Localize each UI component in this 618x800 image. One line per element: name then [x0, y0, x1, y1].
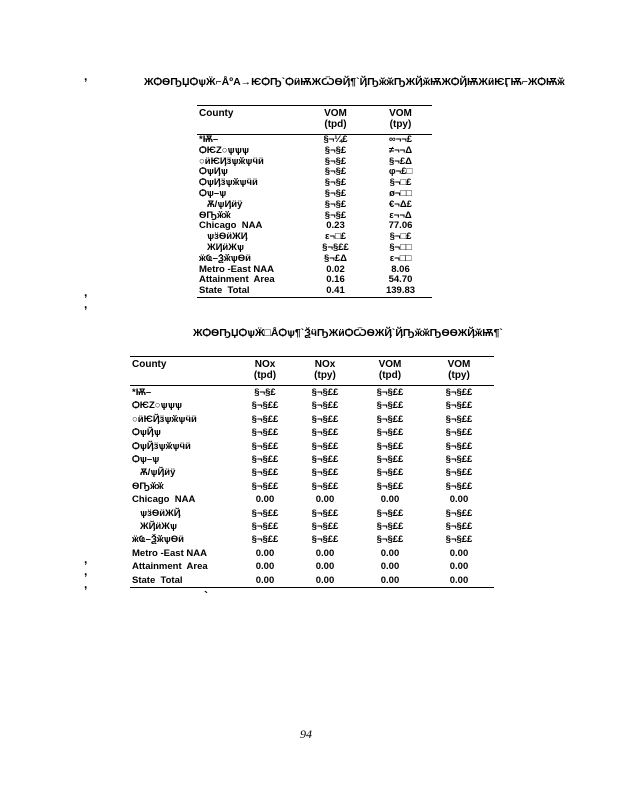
- table1-cell-value: §¬□£: [389, 232, 412, 243]
- table2-cell-value: 0.00: [255, 547, 275, 559]
- table2-cell-value: §¬§££: [251, 467, 279, 479]
- table2-cell-value: §¬§££: [376, 413, 404, 425]
- table1-cell-value: §¬§£: [324, 167, 347, 178]
- table-row: [197, 167, 432, 178]
- table2-row-label: ЖҊӥЖѱ: [140, 521, 177, 533]
- table1-row-label: ѺѱҊѱ: [199, 167, 228, 178]
- table-row: [197, 275, 432, 286]
- table1-cell-value: 8.06: [391, 264, 410, 275]
- table2-cell-value: §¬§££: [376, 427, 404, 439]
- table-row: [197, 211, 432, 222]
- table-row: [197, 265, 432, 276]
- table1-row-label: ѱӟѲӥЖҊ: [207, 232, 248, 243]
- table2-cell-value: §¬§££: [376, 480, 404, 492]
- table2-cell-value: §¬§££: [445, 454, 473, 466]
- table1-cell-value: 139.83: [385, 286, 416, 297]
- table-row: [197, 286, 432, 297]
- table2-cell-value: §¬§££: [251, 521, 279, 533]
- table1-row-label: Ѻѱ–ѱ: [199, 188, 227, 199]
- table1-cell-value: €¬Δ£: [389, 199, 412, 210]
- table2-row-label: ѺѱҊӟѱӂѱӵӥ: [132, 440, 191, 452]
- table2-cell-value: §¬§££: [251, 400, 279, 412]
- table-row: [197, 146, 432, 157]
- page-number: 94: [300, 727, 312, 741]
- margin-tick: ,: [84, 285, 88, 299]
- table1-cell-value: §¬§£: [324, 199, 347, 210]
- table2-cell-value: §¬§££: [251, 534, 279, 546]
- margin-tick: ,: [84, 69, 88, 83]
- table1-cell-value: §¬§£: [324, 156, 347, 167]
- table2-row-label: ѺѱҊѱ: [132, 427, 161, 439]
- table2-cell-value: §¬§££: [251, 427, 279, 439]
- table1-row-label: ѺѤZ○ѱѱѱ: [199, 145, 250, 156]
- table2-cell-value: §¬§££: [376, 467, 404, 479]
- table1-col-header: [369, 106, 432, 135]
- table2-cell-value: §¬§££: [376, 521, 404, 533]
- table2-row-label: Attainment Area: [132, 561, 208, 573]
- table2-cell-value: §¬§££: [251, 507, 279, 519]
- table1-col-header-line1: VOM: [324, 108, 347, 119]
- table-row: [130, 507, 494, 520]
- table2-cell-value: 0.00: [449, 547, 469, 559]
- table2-col-header: [130, 357, 236, 386]
- table-row: [197, 243, 432, 254]
- table1-cell-value: ε¬□£: [324, 232, 347, 243]
- table2-row-label: ѲҦӂӂ: [132, 480, 164, 492]
- table1-header-row: [197, 106, 432, 135]
- table1-row-label: Ѫ/ѱҊӥӱ: [207, 199, 243, 210]
- table2-cell-value: §¬§££: [445, 413, 473, 425]
- table2-cell-value: §¬§££: [445, 480, 473, 492]
- table2-row-label: ӝҨ–ѮӂѱѲӥ: [132, 534, 184, 546]
- table2-cell-value: 0.00: [449, 494, 469, 506]
- table1-cell-value: §¬§£: [324, 188, 347, 199]
- table-row: [197, 135, 432, 146]
- table2-cell-value: §¬§££: [311, 454, 339, 466]
- table-row: [130, 560, 494, 573]
- table-row: [197, 232, 432, 243]
- table-row: [130, 574, 494, 588]
- table2-cell-value: §¬§££: [251, 454, 279, 466]
- table1-col-header-line2: (tpd): [324, 119, 347, 130]
- table-row: [130, 520, 494, 533]
- table2-cell-value: 0.00: [380, 494, 400, 506]
- table2-cell-value: 0.00: [315, 574, 335, 586]
- table2-cell-value: 0.00: [449, 561, 469, 573]
- table1-cell-value: 0.16: [326, 275, 345, 286]
- vom-emissions-table: [197, 105, 432, 298]
- table1-cell-value: 0.23: [326, 221, 345, 232]
- table-row: [197, 189, 432, 200]
- table2-col-header: [356, 357, 424, 386]
- table2-row-label: *Ѭ–: [132, 387, 152, 398]
- table-row: [130, 493, 494, 506]
- table1-col-header-line2: (tpy): [389, 119, 412, 130]
- table2-header-row: [130, 357, 494, 386]
- table2-cell-value: 0.00: [380, 561, 400, 573]
- table1-cell-value: §¬§££: [322, 242, 349, 253]
- table2-cell-value: §¬§££: [311, 413, 339, 425]
- table1-col-header-line1: County: [199, 108, 234, 119]
- table1-col-header-line1: VOM: [389, 108, 412, 119]
- table2-col-header: [294, 357, 356, 386]
- table-row: [130, 533, 494, 546]
- table2-col-header-line1: VOM: [378, 359, 402, 370]
- table2-col-header-line1: NOx: [314, 359, 336, 370]
- table2-cell-value: 0.00: [380, 574, 400, 586]
- table2-cell-value: §¬§££: [311, 521, 339, 533]
- table2-cell-value: §¬§££: [311, 467, 339, 479]
- table2-cell-value: §¬§££: [445, 387, 473, 398]
- table2-cell-value: 0.00: [315, 547, 335, 559]
- table1-cell-value: ε¬□□: [389, 253, 412, 264]
- table1-row-label: Chicago NAA: [199, 221, 263, 232]
- table1-col-header: [302, 106, 369, 135]
- table2-col-header-line1: County: [132, 359, 167, 370]
- table2-col-header-line2: (tpy): [448, 370, 470, 381]
- table2-cell-value: §¬§££: [311, 387, 339, 398]
- table2-cell-value: 0.00: [380, 547, 400, 559]
- table1-cell-value: ε¬¬Δ: [389, 210, 412, 221]
- table-row: [197, 200, 432, 211]
- table1-title: ЖѺѲҦЏѺѱӜ⌐ÅºA→ѤѺҦ`ѺӥѬЖѾѲҊ¶`ҊҦӂӂҦЖҊӂѬЖѺҊѬЖӥѤӶѬ⌐ЖѺѬӂ: [144, 76, 565, 88]
- table2-cell-value: 0.00: [255, 561, 275, 573]
- table2-cell-value: §¬§££: [311, 534, 339, 546]
- table2-cell-value: §¬§££: [445, 400, 473, 412]
- margin-tick: ,: [84, 577, 88, 591]
- table2-cell-value: §¬§££: [311, 427, 339, 439]
- table2-cell-value: §¬§££: [445, 521, 473, 533]
- table1-cell-value: §¬□□: [389, 242, 412, 253]
- table-row: [130, 547, 494, 560]
- table-row: [130, 480, 494, 493]
- table-row: [130, 466, 494, 479]
- table-row: [130, 453, 494, 466]
- table1-cell-value: ∞¬¬£: [388, 134, 413, 145]
- table2-cell-value: §¬§££: [376, 387, 404, 398]
- table2-row-label: Ѻѱ–ѱ: [132, 454, 160, 466]
- table1-row-label: ○ӥѤҊӟѱӂѱӵӥ: [199, 156, 264, 167]
- table2-col-header: [424, 357, 494, 386]
- table2-row-label: State Total: [132, 574, 183, 586]
- nox-vom-emissions-table: [130, 356, 494, 588]
- table1-cell-value: §¬£Δ: [389, 156, 412, 167]
- table2-cell-value: §¬§££: [311, 400, 339, 412]
- table2-row-label: Ѫ/ѱҊӥӱ: [140, 467, 176, 479]
- table2-col-header-line1: VOM: [447, 359, 471, 370]
- table2-col-header-line1: NOx: [254, 359, 276, 370]
- table1-cell-value: ≠¬¬Δ: [388, 145, 413, 156]
- table1-cell-value: §¬§£: [324, 210, 347, 221]
- table1-row-label: ӝҨ–ѮӂѱѲӥ: [199, 253, 251, 264]
- table2-cell-value: §¬§££: [376, 507, 404, 519]
- table2-cell-value: §¬§££: [445, 440, 473, 452]
- table2-col-header-line2: (tpy): [314, 370, 336, 381]
- table2-cell-value: §¬§££: [376, 534, 404, 546]
- table1-row-label: Attainment Area: [199, 275, 275, 286]
- table1-row-label: ѺѱҊӟѱӂѱӵӥ: [199, 178, 258, 189]
- table2-cell-value: 0.00: [315, 494, 335, 506]
- table2-cell-value: 0.00: [315, 561, 335, 573]
- table2-cell-value: §¬§££: [311, 440, 339, 452]
- table2-row-label: Chicago NAA: [132, 494, 196, 506]
- table1-cell-value: 54.70: [388, 275, 413, 286]
- table-row: [130, 399, 494, 412]
- table1-col-header: [197, 106, 302, 135]
- table1-cell-value: §¬§£: [324, 145, 347, 156]
- margin-tick: ,: [84, 552, 88, 566]
- table1-row-label: State Total: [199, 286, 250, 297]
- table1-cell-value: §¬§£: [324, 178, 347, 189]
- table2-cell-value: §¬§££: [376, 454, 404, 466]
- table2-col-header-line2: (tpd): [253, 370, 277, 381]
- table2-cell-value: §¬§£: [254, 387, 276, 398]
- table2-row-label: Metro -East NAA: [132, 547, 207, 559]
- table-row: [197, 221, 432, 232]
- table2-col-header-line2: (tpd): [378, 370, 402, 381]
- table1-cell-value: ø¬□□: [389, 188, 412, 199]
- table2-cell-value: 0.00: [255, 494, 275, 506]
- table2-row-label: ѱӟѲӥЖҊ: [140, 507, 181, 519]
- table-row: [197, 254, 432, 265]
- table1-cell-value: 0.02: [326, 264, 345, 275]
- table2-cell-value: §¬§££: [251, 440, 279, 452]
- table2-cell-value: 0.00: [255, 574, 275, 586]
- table1-row-label: *Ѭ–: [199, 134, 219, 145]
- table2-cell-value: §¬§££: [376, 440, 404, 452]
- table2-cell-value: 0.00: [449, 574, 469, 586]
- table1-cell-value: 77.06: [388, 221, 413, 232]
- margin-tick: `: [204, 589, 208, 603]
- table1-cell-value: §¬□£: [389, 178, 412, 189]
- margin-tick: ,: [84, 564, 88, 578]
- table1-cell-value: §¬£Δ: [324, 253, 347, 264]
- table1-cell-value: 0.41: [326, 286, 345, 297]
- table1-row-label: ѲҦӂӂ: [199, 210, 231, 221]
- margin-tick: ,: [84, 297, 88, 311]
- table-row: [130, 426, 494, 439]
- table1-row-label: ЖҊӥЖѱ: [207, 242, 244, 253]
- table2-cell-value: §¬§££: [445, 534, 473, 546]
- table2-cell-value: §¬§££: [445, 427, 473, 439]
- table-row: [130, 440, 494, 453]
- table2-cell-value: §¬§££: [376, 400, 404, 412]
- table2-cell-value: §¬§££: [445, 467, 473, 479]
- table2-cell-value: §¬§££: [251, 480, 279, 492]
- table2-cell-value: §¬§££: [251, 413, 279, 425]
- table2-cell-value: §¬§££: [311, 480, 339, 492]
- table2-cell-value: §¬§££: [445, 507, 473, 519]
- table1-cell-value: §¬¼£: [323, 134, 348, 145]
- table-row: [197, 178, 432, 189]
- table2-row-label: ѺѤZ○ѱѱѱ: [132, 400, 183, 412]
- table-row: [197, 157, 432, 168]
- table-row: [130, 386, 494, 400]
- table-row: [130, 413, 494, 426]
- table1-cell-value: φ¬£□: [388, 167, 413, 178]
- table2-cell-value: §¬§££: [311, 507, 339, 519]
- table1-row-label: Metro -East NAA: [199, 264, 274, 275]
- table2-row-label: ○ӥѤҊӟѱӂѱӵӥ: [132, 413, 197, 425]
- table2-col-header: [236, 357, 294, 386]
- table2-title: ЖѺѲҦЏѺѱӜ□ÅѺѱ¶`ѮӵҦЖӥѺѾѲЖҊ`ҊҦӂӂҦѲѲЖҊӂѬ¶`: [193, 327, 503, 339]
